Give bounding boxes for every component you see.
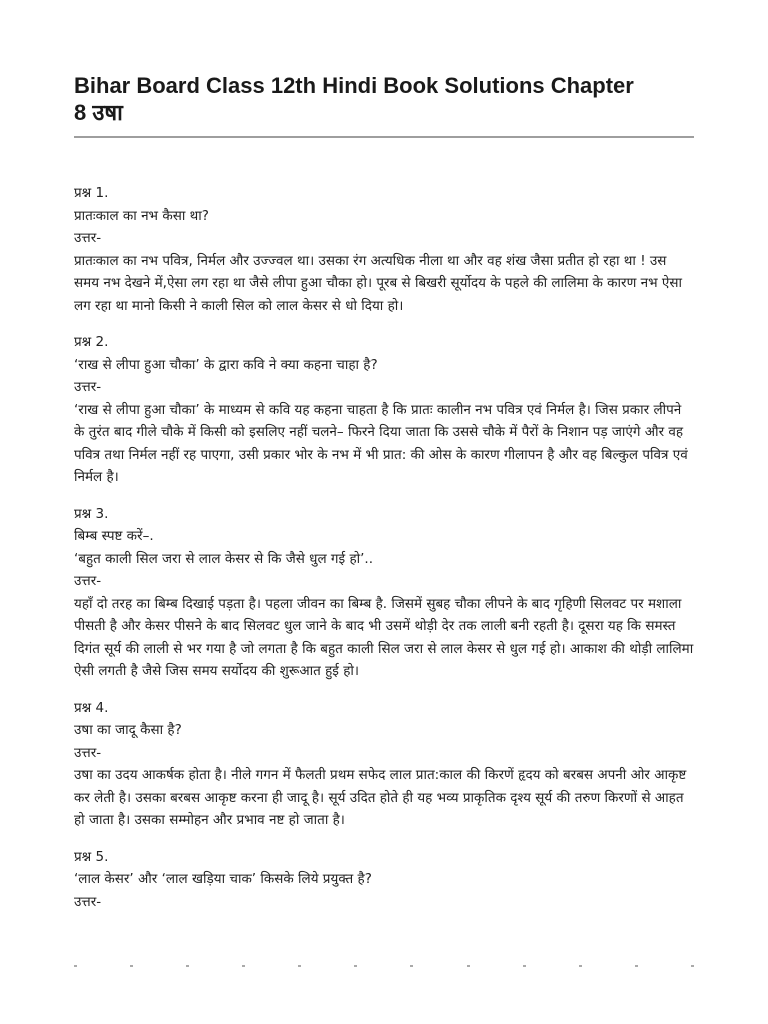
title-line-1: Bihar Board Class 12th Hindi Book Solutions Chapter <box>74 73 634 98</box>
document-page <box>74 72 694 927</box>
cut-off-text-row <box>74 965 694 975</box>
question-number: प्रश्न 4. <box>74 699 109 716</box>
question-text: प्रातःकाल का नभ कैसा था? <box>74 207 209 224</box>
question-number: प्रश्न 3. <box>74 505 109 522</box>
document-title <box>74 72 694 126</box>
answer-label: उत्तर- <box>74 573 102 589</box>
question-block-4 <box>74 697 694 832</box>
question-block-5 <box>74 846 694 914</box>
answer-text: प्रातःकाल का नभ पवित्र, निर्मल और उज्ज्वल था। उसका रंग अत्यधिक नीला था और वह शंख जैसा प्रतीत हो रहा था ! उस समय नभ देखने में,ऐसा लग रहा था जैसे लीपा हुआ चौका हो। पूरब से बिखरी सूर्योदय के पहले की लालिमा के कारण नभ ऐसा लग रहा था मानो किसी ने काली सिल को लाल केसर से धो दिया हो। <box>74 252 682 314</box>
question-block-2 <box>74 331 694 489</box>
answer-text: उषा का उदय आकर्षक होता है। नीले गगन में फैलती प्रथम सफेद लाल प्रात:काल की किरणें हृदय को बरबस अपनी ओर आकृष्ट कर लेती है। उसका बरबस आकृष्ट करना ही जादू है। सूर्य उदित होते ही यह भव्य प्राकृतिक दृश्य सूर्य की तरुण किरणों से आहत हो जाता है। उसका सम्मोहन और प्रभाव नष्ट हो जाता है। <box>74 767 687 828</box>
title-line-2: 8 उषा <box>74 100 123 125</box>
question-number: प्रश्न 1. <box>74 185 109 201</box>
question-block-3 <box>74 503 694 683</box>
answer-label: उत्तर- <box>74 744 102 761</box>
question-block-1 <box>74 182 694 317</box>
title-divider <box>74 136 694 138</box>
answer-label: उत्तर- <box>74 893 102 910</box>
question-quote: ‘बहुत काली सिल जरा से लाल केसर से कि जैसे धुल गई हो’.. <box>74 550 373 567</box>
answer-label: उत्तर- <box>74 379 102 395</box>
answer-text: ‘राख से लीपा हुआ चौका’ के माध्यम से कवि यह कहना चाहता है कि प्रातः कालीन नभ पवित्र एवं निर्मल है। जिस प्रकार लीपने के तुरंत बाद गीले चौके में किसी को इसलिए नहीं चलने– फिरने दिया जाता कि उससे चौके में पैरों के निशान पड़ जाएंगे और वह पवित्र तथा निर्मल नहीं रह पाएगा, उसी प्रकार भोर के नभ में भी प्रात: की ओस के कारण गीलापन है और वह बिल्कुल पवित्र एवं निर्मल है। <box>74 401 688 485</box>
question-text: ‘लाल केसर’ और ‘लाल खड़िया चाक’ किसके लिये प्रयुक्त है? <box>74 871 372 887</box>
question-number: प्रश्न 2. <box>74 334 109 350</box>
question-text: ‘राख से लीपा हुआ चौका’ के द्वारा कवि ने क्या कहना चाहा है? <box>74 356 378 373</box>
question-text: बिम्ब स्पष्ट करें–. <box>74 528 154 544</box>
question-text: उषा का जादू कैसा है? <box>74 722 182 738</box>
question-number: प्रश्न 5. <box>74 848 109 865</box>
answer-text: यहाँ दो तरह का बिम्ब दिखाई पड़ता है। पहला जीवन का बिम्ब है. जिसमें सुबह चौका लीपने के बाद गृहिणी सिलवट पर मशाला पीसती है और केसर पीसने के बाद सिलवट धुल जाने के बाद भी उसमें थोड़ी देर तक लाली बनी रहती है। दूसरा यह कि समस्त दिगंत सूर्य की लाली से भर गया है जो लगता है कि बहुत काली सिल जरा से लाल केसर से धुल गई हो। आकाश की थोड़ी लालिमा ऐसी लगती है जैसे जिस समय सर्योदय की शुरूआत हुई हो। <box>74 595 694 679</box>
answer-label: उत्तर- <box>74 230 102 246</box>
